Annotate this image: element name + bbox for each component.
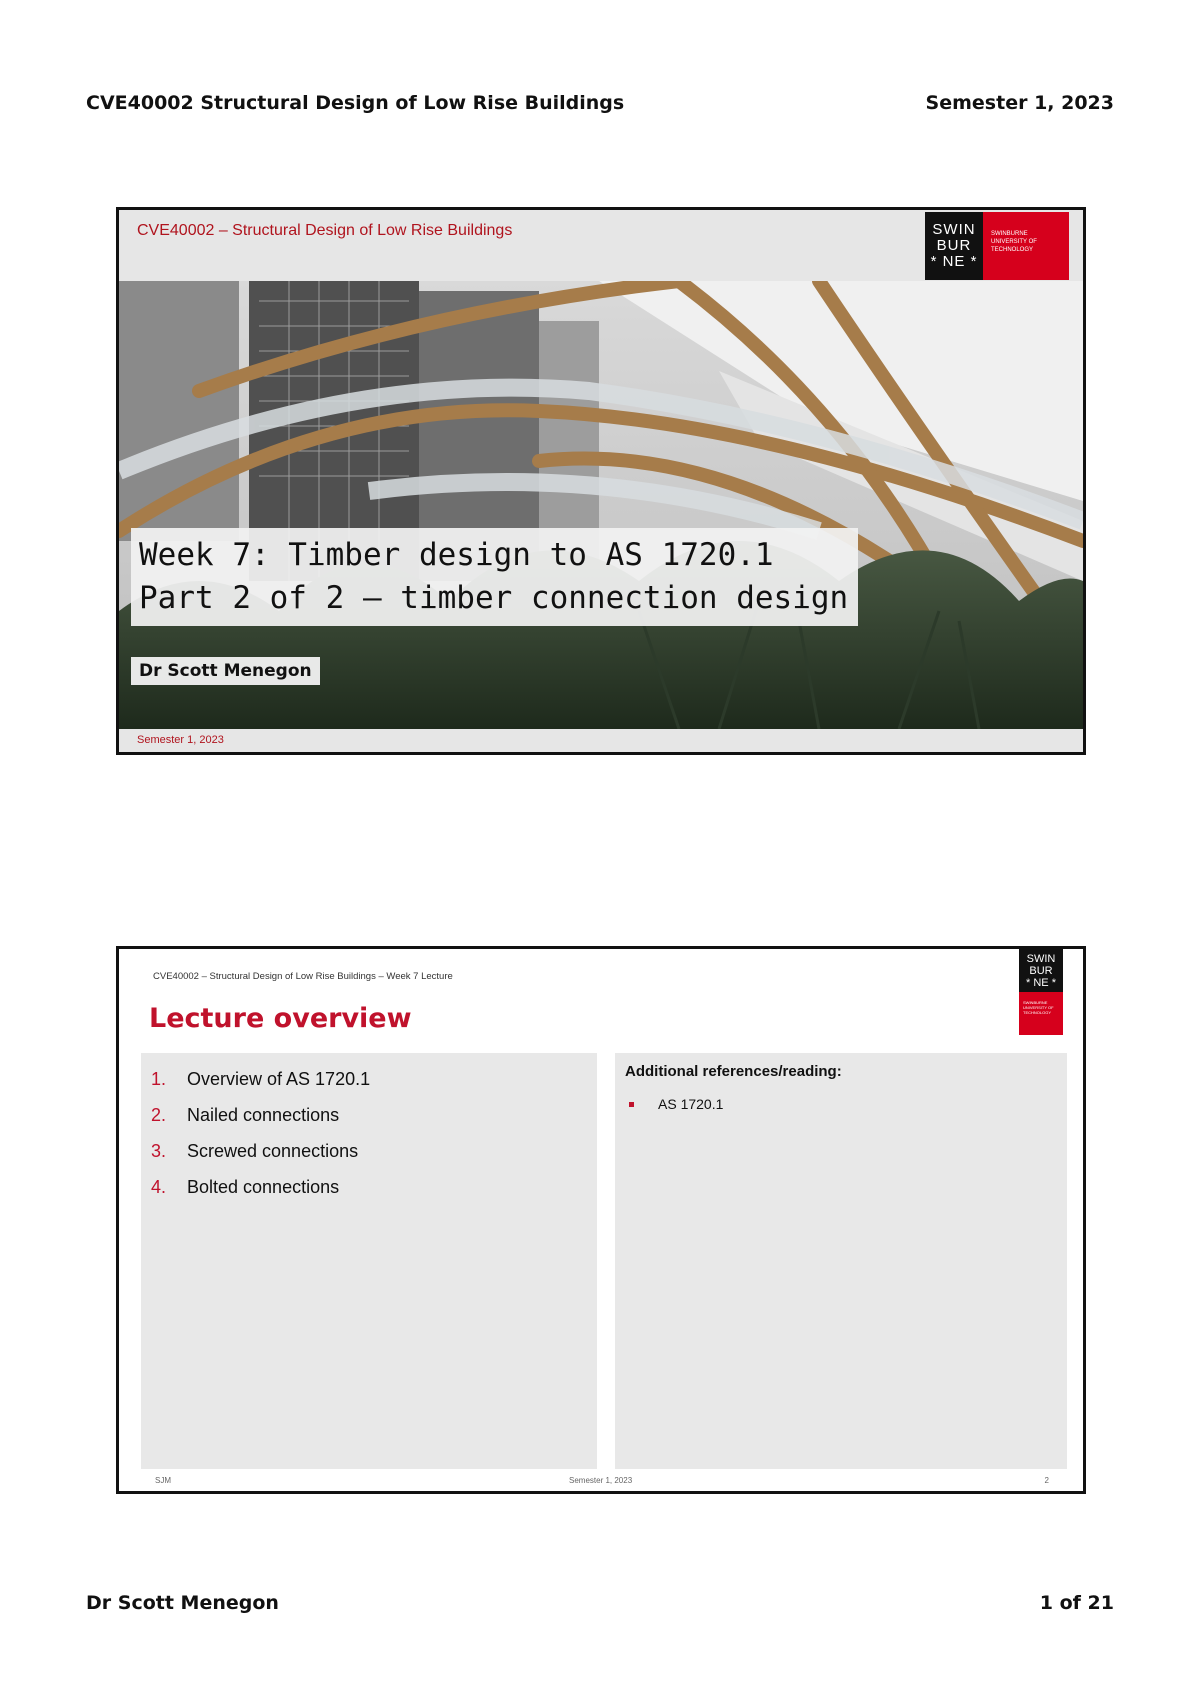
slide2-footer-semester: Semester 1, 2023 <box>569 1476 633 1485</box>
slide1-title-box <box>131 528 858 626</box>
list-item-label: Bolted connections <box>187 1176 340 1197</box>
logo-red-block <box>983 212 1069 280</box>
logo-small-line1: SWIN <box>1026 952 1056 965</box>
logo-line2: BUR <box>936 237 972 254</box>
page-footer-page-count: 1 of 21 <box>1039 1592 1114 1614</box>
slide1-title-line1: Week 7: Timber design to AS 1720.1 <box>139 537 774 573</box>
logo-line1: SWIN <box>932 221 976 238</box>
logo-small-line2: BUR <box>1029 964 1053 977</box>
list-item <box>151 1133 597 1169</box>
logo-small-red-line3: TECHNOLOGY <box>1023 1010 1052 1015</box>
bullet-icon <box>629 1102 634 1107</box>
title-slide <box>116 207 1086 755</box>
list-item-number: 3. <box>151 1140 167 1161</box>
logo-small-red-line2: UNIVERSITY OF <box>1023 1005 1054 1010</box>
slide2-footer-initials: SJM <box>155 1476 171 1485</box>
logo-small-black <box>1019 949 1063 992</box>
list-item-number: 2. <box>151 1104 167 1125</box>
slide2-footer-page-number: 2 <box>1044 1476 1049 1485</box>
list-item <box>151 1169 597 1205</box>
list-item <box>151 1061 597 1097</box>
slide1-author: Dr Scott Menegon <box>131 657 320 685</box>
logo-black-block <box>925 212 983 280</box>
page-header-semester: Semester 1, 2023 <box>925 92 1114 114</box>
page-header-course: CVE40002 Structural Design of Low Rise Buildings <box>86 92 625 114</box>
slide1-date: Semester 1, 2023 <box>137 734 224 746</box>
slide2-course-label: CVE40002 – Structural Design of Low Rise Buildings – Week 7 Lecture <box>153 971 453 982</box>
page-footer <box>86 1588 1114 1618</box>
slide1-course-label: CVE40002 – Structural Design of Low Rise Buildings <box>137 222 513 239</box>
swinburne-logo-small <box>1019 949 1063 1035</box>
page-footer-author: Dr Scott Menegon <box>86 1592 279 1614</box>
list-item-label: Overview of AS 1720.1 <box>187 1068 371 1089</box>
reference-label: AS 1720.1 <box>658 1096 724 1112</box>
logo-small-red-line1: SWINBURNE <box>1023 1000 1048 1005</box>
list-item-number: 1. <box>151 1068 167 1089</box>
references-panel <box>615 1053 1067 1469</box>
page-header <box>86 88 1114 118</box>
slide2-title: Lecture overview <box>149 1003 412 1034</box>
logo-red-line3: TECHNOLOGY <box>991 247 1034 253</box>
logo-small-red <box>1019 992 1063 1035</box>
list-item-label: Screwed connections <box>187 1140 359 1161</box>
list-item-label: Nailed connections <box>187 1104 340 1125</box>
overview-slide <box>116 946 1086 1494</box>
slide1-title-line2: Part 2 of 2 – timber connection design <box>139 580 849 616</box>
logo-red-line1: SWINBURNE <box>991 231 1028 237</box>
swinburne-logo <box>925 212 1069 280</box>
list-item <box>151 1097 597 1133</box>
list-item-number: 4. <box>151 1176 167 1197</box>
logo-red-line2: UNIVERSITY OF <box>991 239 1037 245</box>
references-heading: Additional references/reading: <box>625 1063 842 1080</box>
overview-list-panel <box>141 1053 597 1469</box>
logo-line3: * NE * <box>930 253 978 270</box>
reference-item <box>625 1096 1067 1112</box>
logo-small-line3: * NE * <box>1026 976 1056 989</box>
